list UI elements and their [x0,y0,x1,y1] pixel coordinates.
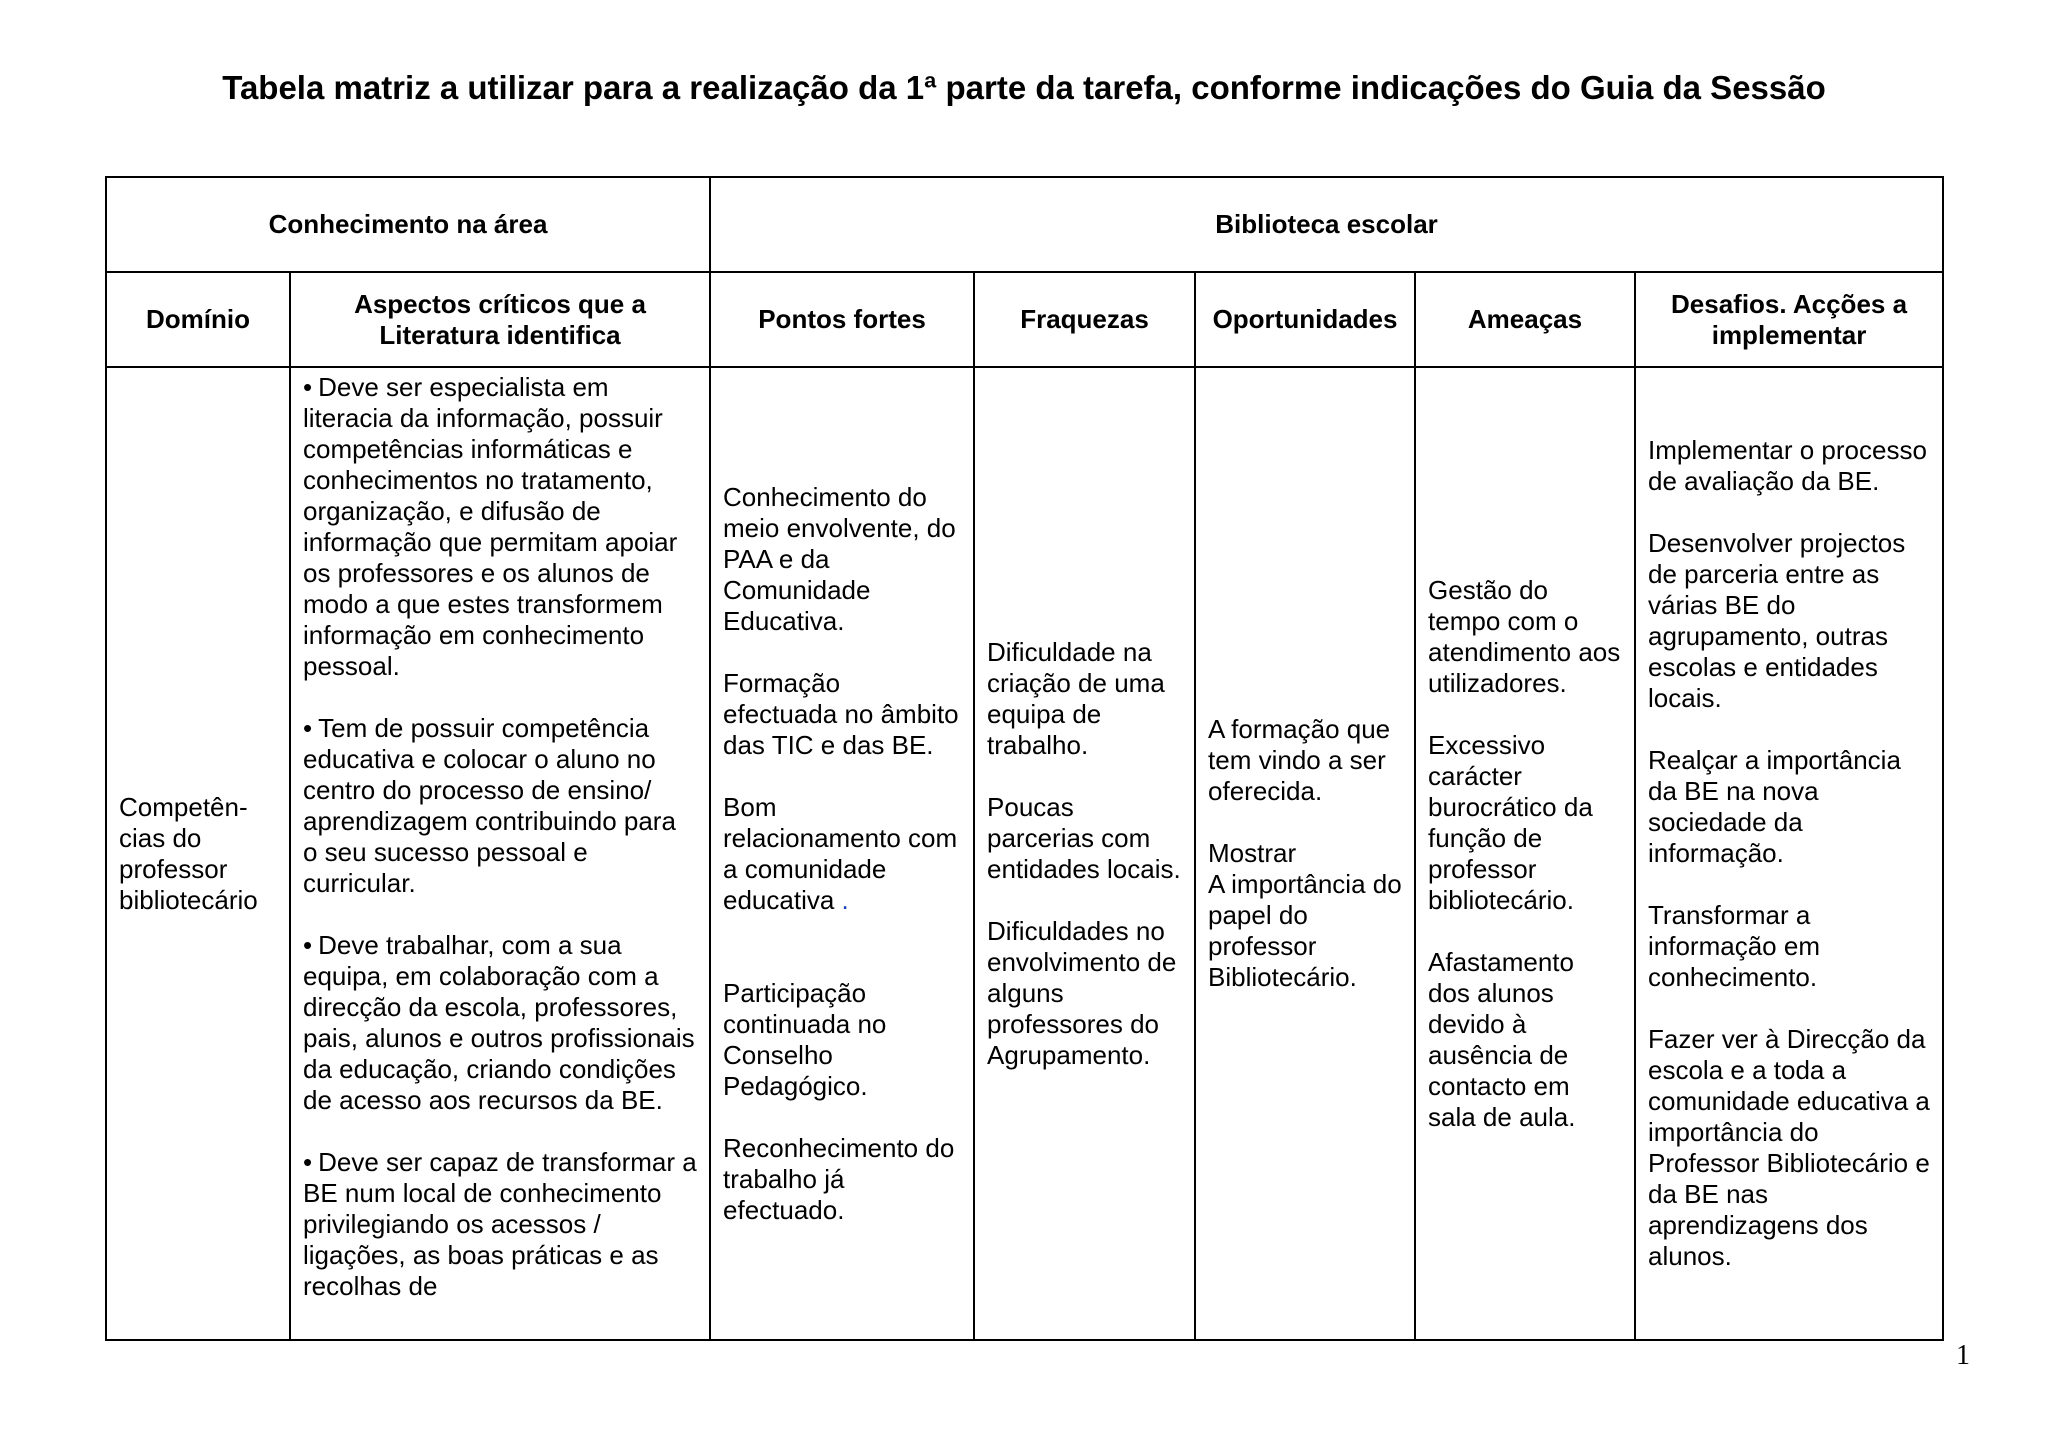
column-header-opportunities: Oportunidades [1195,272,1415,367]
swot-matrix-table [105,176,1944,1341]
challenge-item: Realçar a importância da BE na nova sociedade da informação. [1648,745,1901,868]
strengths-cell [710,367,974,1340]
group-header-knowledge: Conhecimento na área [106,177,710,272]
column-header-row [106,272,1943,367]
group-header-library: Biblioteca escolar [710,177,1943,272]
challenge-item: Desenvolver projectos de parceria entre as várias BE do agrupamento, outras escolas e entidades locais. [1648,528,1906,713]
group-header-row [106,177,1943,272]
column-header-weaknesses: Fraquezas [974,272,1195,367]
table-row [106,367,1943,1340]
critical-aspects-cell [290,367,710,1340]
page-number: 1 [1956,1340,1970,1371]
document-title: Tabela matriz a utilizar para a realização da 1ª parte da tarefa, conforme indicações do Guia da Sessão [222,69,1826,106]
opportunity-item: Mostrar [1208,838,1297,868]
column-header-threats: Ameaças [1415,272,1635,367]
strength-text: Bom relacionamento com a comunidade educativa [723,791,958,915]
threat-item: Afastamento dos alunos devido à ausência de contacto em sala de aula. [1428,946,1576,1132]
weakness-item: Dificuldades no envolvimento de alguns professores do Agrupamento. [987,915,1177,1070]
critical-aspect-text: Deve trabalhar, com a sua equipa, em colaboração com a direcção da escola, professores, pais, alunos e outros profissionais da educação, criando condições de acesso aos recursos da BE. [303,930,695,1115]
column-header-strengths: Pontos fortes [710,272,974,367]
column-header-domain: Domínio [106,272,290,367]
opportunities-cell [1195,367,1415,1340]
domain-cell [106,367,290,1340]
strength-item: Participação continuada no Conselho Pedagógico. [723,977,887,1101]
list-item: • Deve trabalhar, com a sua equipa, em colaboração com a direcção da escola, professores, pais, alunos e outros profissionais da educação, criando condições de acesso aos recursos da BE. [303,930,695,1115]
threats-cell [1415,367,1635,1340]
challenge-item: Transformar a informação em conhecimento. [1648,900,1820,992]
list-item: • Deve ser capaz de transformar a BE num local de conhecimento privilegiando os acessos / ligações, as boas práticas e as recolhas de [303,1147,697,1301]
challenge-item: Implementar o processo de avaliação da BE. [1648,435,1927,496]
column-header-critical-aspects: Aspectos críticos que a Literatura identifica [290,272,710,367]
column-header-challenges: Desafios. Acções a implementar [1635,272,1943,367]
critical-aspect-text: Deve ser especialista em literacia da informação, possuir competências informáticas e conhecimentos no tratamento, organização, e difusão de informação que permitam apoiar os professores e os alunos de modo a que estes transformem informação em conhecimento pessoal. [303,372,678,681]
challenge-item: Fazer ver à Direcção da escola e a toda a comunidade educativa a importância do Professor Bibliotecário e da BE nas aprendizagens dos alunos. [1648,1024,1930,1271]
weaknesses-cell [974,367,1195,1340]
strength-item: Conhecimento do meio envolvente, do PAA e da Comunidade Educativa. [723,481,956,636]
critical-aspect-text: Deve ser capaz de transformar a BE num local de conhecimento privilegiando os acessos / ligações, as boas práticas e as recolhas de [303,1147,697,1301]
challenges-cell [1635,367,1943,1340]
strength-item [723,792,961,916]
threat-item: Excessivo carácter burocrático da função de professor bibliotecário. [1428,729,1593,915]
strength-dot: . [841,884,849,915]
opportunity-item: A importância do papel do professor Bibliotecário. [1208,869,1402,992]
domain-text: Competên-cias do professor bibliotecário [119,791,258,915]
weakness-item: Poucas parcerias com entidades locais. [987,791,1181,884]
critical-aspect-text: Tem de possuir competência educativa e colocar o aluno no centro do processo de ensino/ aprendizagem contribuindo para o seu sucesso pessoal e curricular. [303,713,676,898]
threat-item: Gestão do tempo com o atendimento aos utilizadores. [1428,574,1621,698]
opportunity-item: A formação que tem vindo a ser oferecida. [1208,714,1391,806]
strength-item: Formação efectuada no âmbito das TIC e das BE. [723,667,959,760]
weakness-item: Dificuldade na criação de uma equipa de trabalho. [987,636,1165,760]
list-item: • Deve ser especialista em literacia da informação, possuir competências informáticas e conhecimentos no tratamento, organização, e difusão de informação que permitam apoiar os professores e os alunos de modo a que estes transformem informação em conhecimento pessoal. [303,372,678,681]
list-item: • Tem de possuir competência educativa e colocar o aluno no centro do processo de ensino/ aprendizagem contribuindo para o seu sucesso pessoal e curricular. [303,713,676,898]
strength-item: Reconhecimento do trabalho já efectuado. [723,1132,955,1225]
